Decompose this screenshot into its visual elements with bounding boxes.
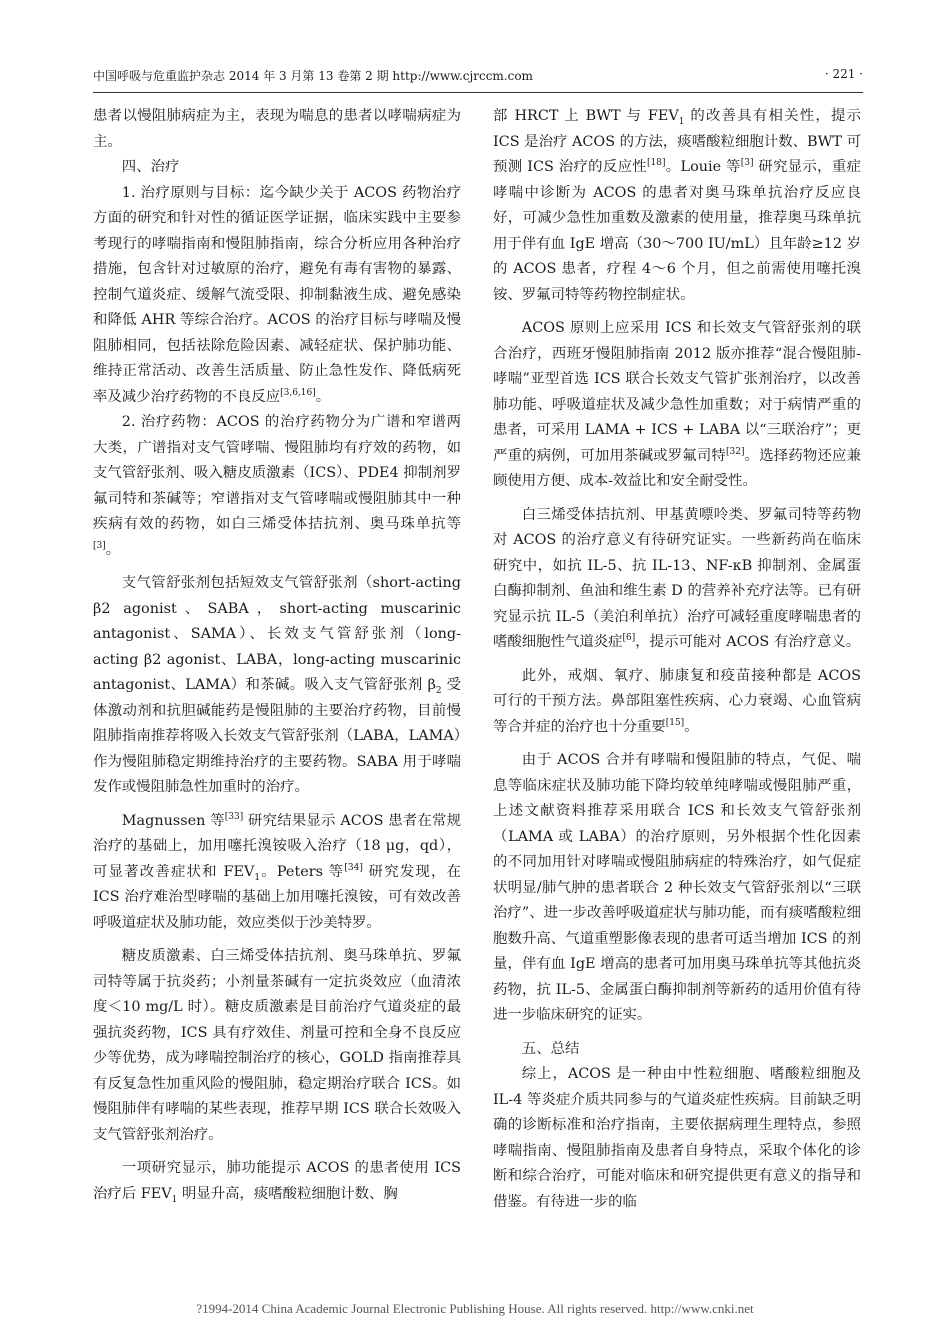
paragraph-text: Magnussen 等 [121, 812, 225, 829]
paragraph [493, 503, 861, 656]
running-header [93, 67, 863, 87]
paragraph-text: 部 HRCT 上 BWT 与 FEV [493, 108, 679, 124]
paragraph-text: 。Peters 等 [260, 863, 345, 880]
subscript: 2 [435, 685, 442, 696]
subscript: 1 [678, 116, 685, 127]
paragraph [93, 181, 461, 411]
paragraph-text: 。 [315, 388, 331, 405]
citation-ref: [15] [665, 717, 685, 728]
paragraph [93, 410, 461, 563]
paragraph [493, 316, 861, 495]
paragraph [93, 571, 461, 801]
paragraph-text: 此外，戒烟、氧疗、肺康复和疫苗接种都是 ACOS 可行的干预方法。鼻部阻塞性疾病、心力衰竭、心血管病等合并症的治疗也十分重要 [493, 667, 861, 735]
paragraph-text: 白三烯受体拮抗剂、甲基黄嘌呤类、罗氟司特等药物对 ACOS 的治疗意义有待研究证实。一些新药尚在临床研究中，如抗 IL-5、抗 IL-13、NF-κB 抑制剂、金属蛋白酶抑制剂、鱼油和维生素 D 的营养补充疗法等。已有研究显示抗 IL-5（美泊利单抗）治疗可减轻重度哮喘患者的嗜酸细胞性气道炎症 [493, 506, 861, 650]
paragraph: 由于 ACOS 合并有哮喘和慢阻肺的特点，气促、喘息等临床症状及肺功能下降均较单纯哮喘或慢阻肺严重，上述文献资料推荐采用联合 ICS 和长效支气管舒张剂（LAMA 或 LABA）的治疗原则，另外根据个性化因素的不同加用针对哮喘或慢阻肺病症的特殊治疗，如气促症状明显/肺气肿的患者联合 2 种长效支气管舒张剂以“三联治疗”、进一步改善呼吸道症状与肺功能，而有痰嗜酸粒细胞数升高、气道重塑影像表现的患者可适当增加 ICS 的剂量，伴有血 IgE 增高的患者可加用奥马珠单抗等其他抗炎药物，抗 IL-5、金属蛋白酶抑制剂等新药的适用价值有待进一步临床研究的证实。 [493, 752, 861, 1023]
paragraph-text: ACOS 原则上应采用 ICS 和长效支气管舒张剂的联合治疗，西班牙慢阻肺指南 2012 版亦推荐“混合慢阻肺-哮喘”亚型首选 ICS 联合长效支气管扩张剂治疗，以改善肺功能、呼吸道症状及减少急性加重数；对于病情严重的患者，可采用 LAMA + ICS + LABA 以“三联治疗”；更严重的病例，可加用茶碱或罗氟司特 [493, 320, 861, 464]
right-column [493, 104, 861, 1215]
paragraph-text: 1. 治疗原则与目标：迄今缺少关于 ACOS 药物治疗方面的研究和针对性的循证医学证据，临床实践中主要参考现行的哮喘指南和慢阻肺指南，综合分析应用各种治疗措施，包含针对过敏原的治疗，避免有毒有害物的暴露、控制气道炎症、缓解气流受限、抑制黏液生成、避免感染和降低 AHR 等综合治疗。ACOS 的治疗目标与哮喘及慢阻肺相同，包括祛除危险因素、减轻症状、保护肺功能、维持正常活动、改善生活质量、防止急性发作、降低病死率及减少治疗药物的不良反应 [93, 184, 461, 405]
citation-ref: [33] [224, 811, 244, 822]
citation-ref: [6] [622, 633, 636, 644]
paragraph-text: 研究发现，在 ICS 治疗难治型哮喘的基础上加用噻托溴铵，可有效改善呼吸道症状及肺功能，效应类似于沙美特罗。 [93, 863, 461, 931]
paragraph-text: 支气管舒张剂包括短效支气管舒张剂（short-acting β2 agonist、SABA，short-acting muscarinic antagonist、SAMA）、长效支气管舒张剂（long-acting β2 agonist、LABA，long-acting muscarinic antagonist、LAMA）和茶碱。吸入支气管舒张剂 β [93, 575, 461, 693]
paragraph-text: 。 [684, 718, 699, 735]
header-rule [93, 92, 863, 93]
paragraph [93, 1156, 461, 1207]
paragraph-text: 受体激动剂和抗胆碱能药是慢阻肺的主要治疗药物，目前慢阻肺指南推荐将吸入长效支气管舒张剂（LABA，LAMA）作为慢阻肺稳定期维持治疗的主要药物。SABA 用于哮喘发作或慢阻肺急性加重时的治疗。 [93, 677, 461, 795]
citation-ref: [18] [647, 158, 666, 169]
paragraph: 患者以慢阻肺病症为主，表现为喘息的患者以哮喘病症为主。 [93, 108, 461, 150]
subscript: 1 [171, 1194, 178, 1205]
section-heading: 四、治疗 [121, 159, 180, 175]
citation-ref: [32] [726, 446, 745, 457]
journal-citation: 中国呼吸与危重监护杂志 2014 年 3 月第 13 卷第 2 期 http://www.cjrccm.com [93, 69, 533, 83]
paragraph-text: 明显升高，痰嗜酸粒细胞计数、胸 [177, 1185, 398, 1202]
paragraph: 综上，ACOS 是一种由中性粒细胞、嗜酸粒细胞及 IL-4 等炎症介质共同参与的气道炎症性疾病。目前缺乏明确的诊断标准和治疗指南，主要依据病理生理特点，参照哮喘指南、慢阻肺指南及患者自身特点，采取个体化的诊断和综合治疗，可能对临床和研究提供更有意义的指导和借鉴。有待进一步的临 [493, 1066, 861, 1210]
subscript: 1 [254, 872, 261, 883]
paragraph-text: 一项研究显示，肺功能提示 ACOS 的患者使用 ICS 治疗后 FEV [93, 1160, 461, 1202]
citation-ref: [3,6,16] [280, 387, 316, 398]
paragraph: 糖皮质激素、白三烯受体拮抗剂、奥马珠单抗、罗氟司特等属于抗炎药；小剂量茶碱有一定抗炎效应（血清浓度＜10 mg/L 时）。糖皮质激素是目前治疗气道炎症的最强抗炎药物，ICS 具有疗效佳、剂量可控和全身不良反应少等优势，成为哮喘控制治疗的核心，GOLD 指南推荐具有反复急性加重风险的慢阻肺，稳定期治疗联合 ICS。如慢阻肺伴有哮喘的某些表现，推荐早期 ICS 联合长效吸入支气管舒张剂治疗。 [93, 948, 461, 1143]
section-heading: 五、总结 [521, 1040, 580, 1057]
copyright-footer: ?1994-2014 China Academic Journal Electronic Publishing House. All rights reserved. http://www.cnki.net [196, 1301, 754, 1316]
paragraph-text: ，提示可能对 ACOS 有治疗意义。 [635, 634, 861, 650]
paragraph-text: 研究显示，重症哮喘中诊断为 ACOS 的患者对奥马珠单抗治疗反应良好，可减少急性加重数及激素的使用量，推荐奥马珠单抗用于伴有血 IgE 增高（30～700 IU/mL）且年龄≥12 岁的 ACOS 患者，疗程 4～6 个月，但之前需使用噻托溴铵、罗氟司特等药物控制症状。 [493, 159, 861, 303]
citation-ref: [3] [740, 158, 754, 169]
left-column [93, 104, 461, 1207]
paragraph-text: 2. 治疗药物：ACOS 的治疗药物分为广谱和窄谱两大类，广谱指对支气管哮喘、慢阻肺均有疗效的药物，如支气管舒张剂、吸入糖皮质激素（ICS）、PDE4 抑制剂罗氟司特和茶碱等；窄谱指对支气管哮喘或慢阻肺其中一种疾病有效的药物，如白三烯受体拮抗剂、奥马珠单抗等 [93, 414, 461, 532]
citation-ref: [34] [344, 862, 363, 873]
paragraph-text: 。 [105, 541, 121, 558]
paragraph-text: 的改善具有相关性，提示 ICS 是治疗 ACOS 的方法，痰嗜酸粒细胞计数、BWT 可预测 ICS 治疗的反应性 [493, 108, 861, 175]
paragraph-text: 。选择药物还应兼顾使用方便、成本-效益比和安全耐受性。 [493, 447, 861, 489]
page-number: · 221 · [824, 67, 863, 81]
paragraph-text: 。Louie 等 [665, 159, 741, 175]
paragraph-text: 研究结果显示 ACOS 患者在常规治疗的基础上，加用噻托溴铵吸入治疗（18 μg，qd），可显著改善症状和 FEV [93, 812, 461, 880]
citation-ref: [3] [93, 540, 106, 551]
paragraph [493, 664, 861, 741]
paragraph [493, 104, 861, 308]
paragraph [93, 809, 461, 937]
